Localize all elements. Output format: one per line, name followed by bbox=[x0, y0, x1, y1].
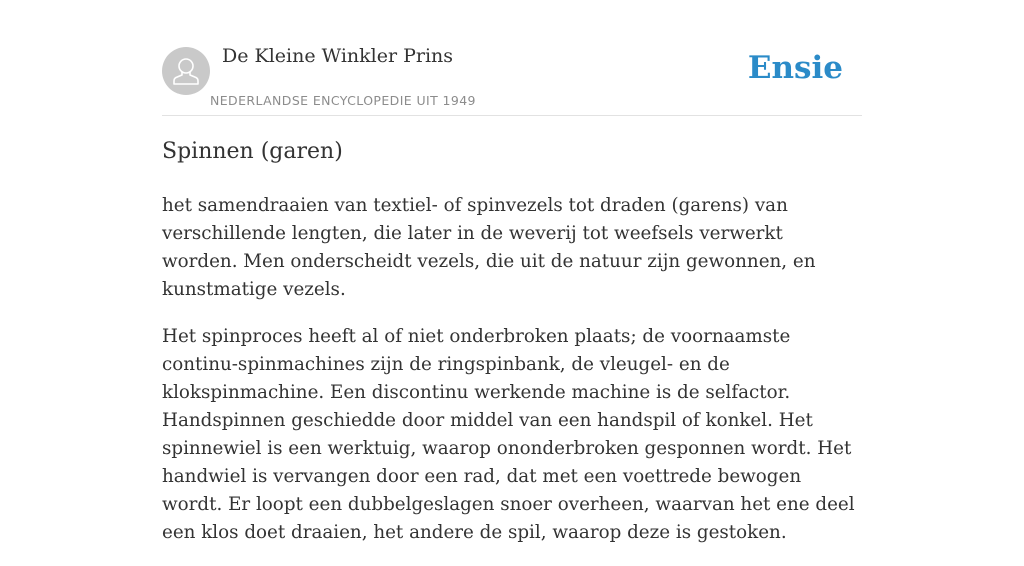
article-body bbox=[162, 192, 862, 566]
author-subtitle: NEDERLANDSE ENCYCLOPEDIE UIT 1949 bbox=[210, 93, 476, 108]
article-paragraph: het samendraaien van textiel- of spinvezels tot draden (garens) van verschillende lengten, die later in de weverij tot weefsels verwerkt worden. Men onderscheidt vezels, die uit de natuur zijn gewonnen, en kunstmatige vezels. bbox=[162, 195, 816, 300]
article-paragraph: Het spinproces heeft al of niet onderbroken plaats; de voornaamste continu-spinmachines zijn de ringspinbank, de vleugel- en de klokspinmachine. Een discontinu werkende machine is de selfactor. Handspinnen geschiedde door middel van een handspil of konkel. Het spinnewiel is een werktuig, waarop ononderbroken gesponnen wordt. Het handwiel is vervangen door een rad, dat met een voettrede bewogen wordt. Er loopt een dubbelgeslagen snoer overheen, waarvan het ene deel een klos doet draaien, het andere de spil, waarop deze is gestoken. bbox=[162, 326, 855, 543]
site-header bbox=[162, 0, 862, 116]
author-avatar[interactable] bbox=[162, 47, 210, 95]
article-title: Spinnen (garen) bbox=[162, 139, 343, 164]
site-logo[interactable]: Ensie bbox=[747, 50, 843, 86]
user-avatar-icon bbox=[162, 47, 210, 95]
author-name[interactable]: De Kleine Winkler Prins bbox=[222, 45, 454, 67]
